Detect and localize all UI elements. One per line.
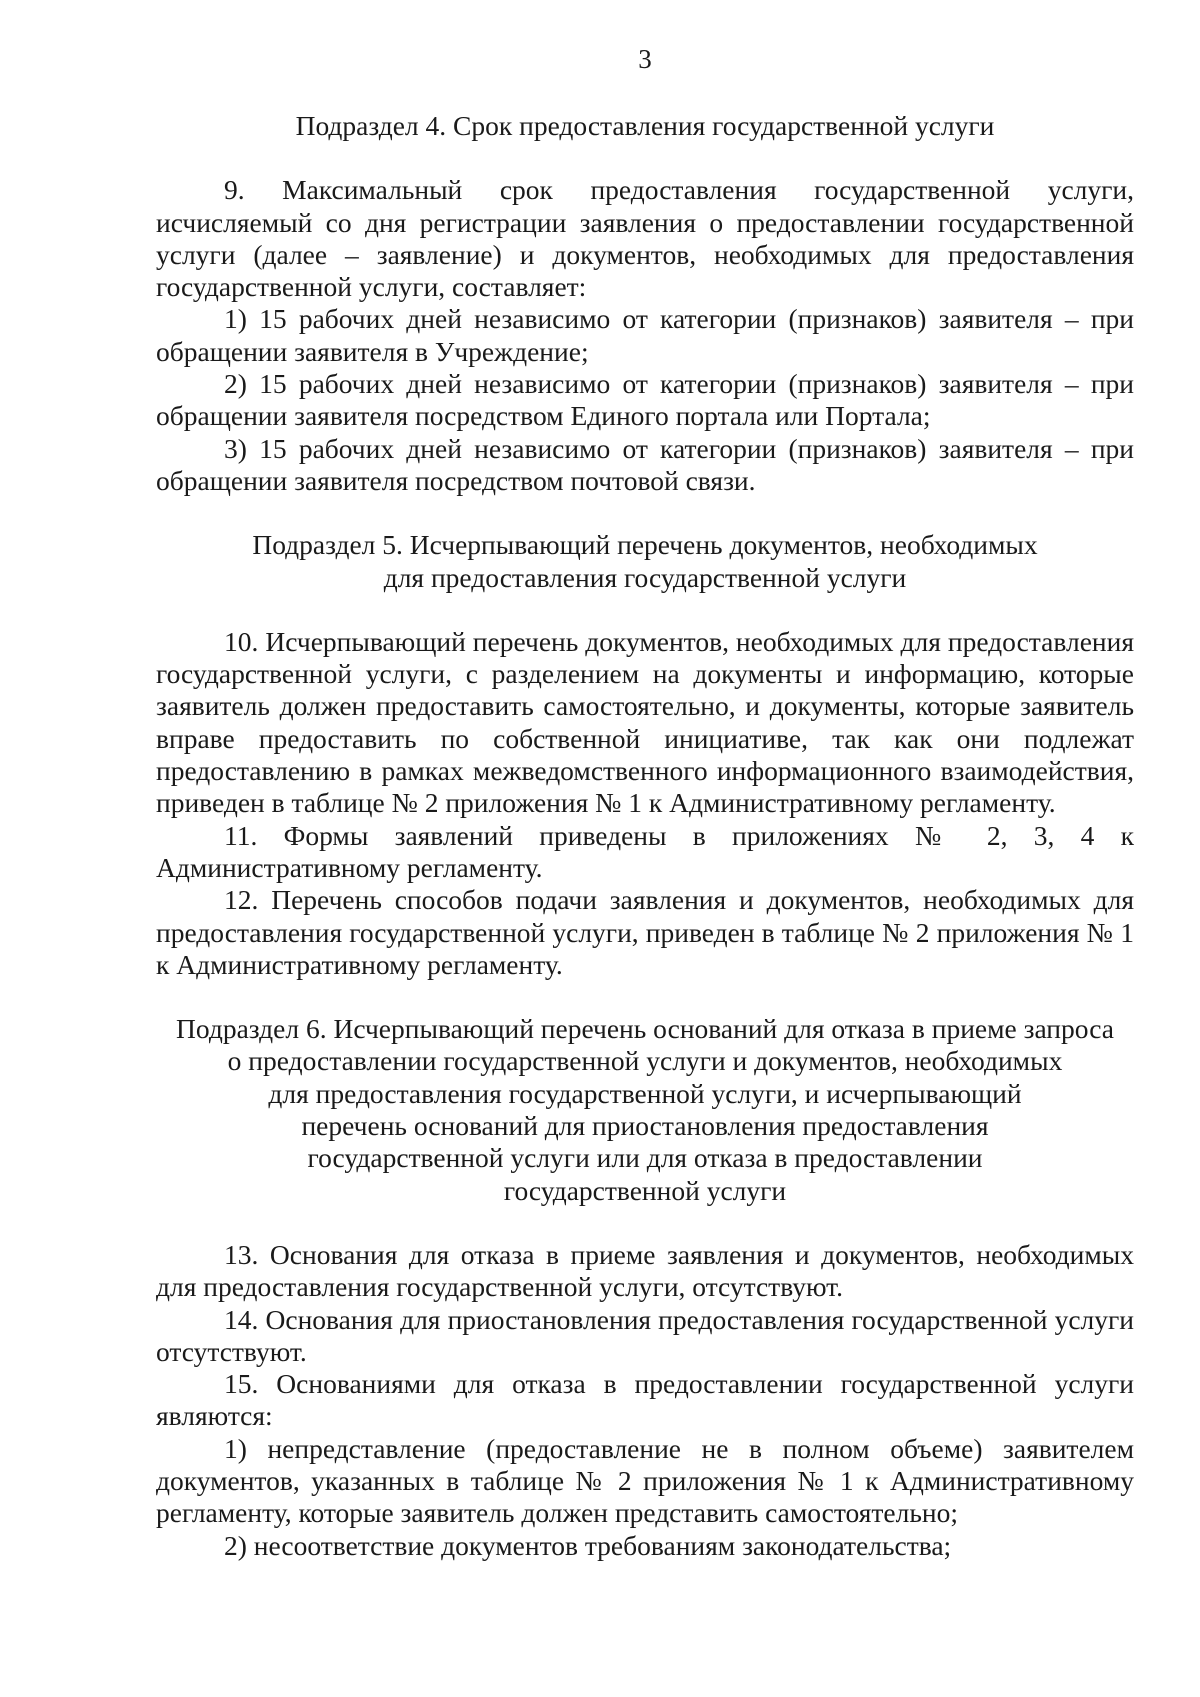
heading-line: о предоставлении государственной услуги и документов, необходимых [227,1045,1063,1077]
list-item: 3) 15 рабочих дней независимо от категории (признаков) заявителя – при обращении заявителя посредством почтовой связи. [156,432,1134,496]
paragraph: 14. Основания для приостановления предоставления государственной услуги отсутствуют. [156,1303,1134,1367]
heading-line: перечень оснований для приостановления предоставления [301,1110,989,1142]
list-item: 1) 15 рабочих дней независимо от категории (признаков) заявителя – при обращении заявителя в Учреждение; [156,303,1134,367]
list-item: 2) несоответствие документов требованиям законодательства; [224,1529,952,1561]
heading-line: для предоставления государственной услуги, и исчерпывающий [268,1077,1022,1109]
heading-line: Подраздел 4. Срок предоставления государственной услуги [295,110,995,141]
paragraph: 11. Формы заявлений приведены в приложениях № 2, 3, 4 к Административному регламенту. [156,819,1134,883]
heading-line: Подраздел 6. Исчерпывающий перечень оснований для отказа в приеме запроса [176,1013,1114,1045]
heading-line: государственной услуги [503,1174,787,1206]
paragraph: 9. Максимальный срок предоставления государственной услуги, исчисляемый со дня регистрации заявления о предоставлении государственной услуги (далее – заявление) и документов, необходимых для предоставления государственной услуги, составляет: [156,174,1134,303]
paragraph: 12. Перечень способов подачи заявления и документов, необходимых для предоставления государственной услуги, приведен в таблице № 2 приложения № 1 к Административному регламенту. [156,884,1134,980]
heading-line: государственной услуги или для отказа в предоставлении [307,1142,983,1174]
list-item: 2) 15 рабочих дней независимо от категории (признаков) заявителя – при обращении заявителя посредством Единого портала или Портала; [156,368,1134,432]
page-number: 3 [638,44,652,74]
subsection-5 [156,529,1134,981]
paragraph: 15. Основаниями для отказа в предоставлении государственной услуги являются: [156,1368,1134,1432]
heading-line: Подраздел 5. Исчерпывающий перечень документов, необходимых [252,529,1038,561]
heading-line: для предоставления государственной услуги [383,561,907,593]
list-item: 1) непредставление (предоставление не в полном объеме) заявителем документов, указанных в таблице № 2 приложения № 1 к Административному регламенту, которые заявитель должен представить самостоятельно; [156,1432,1134,1529]
subsection-heading [156,110,1134,142]
subsection-heading [156,529,1134,594]
document-body [156,110,1134,1562]
paragraph: 13. Основания для отказа в приеме заявления и документов, необходимых для предоставления государственной услуги, отсутствуют. [156,1238,1134,1303]
subsection-6 [156,1013,1134,1562]
subsection-4 [156,110,1134,497]
subsection-heading [156,1013,1134,1207]
paragraph: 10. Исчерпывающий перечень документов, необходимых для предоставления государственной услуги, с разделением на документы и информацию, которые заявитель должен предоставить самостоятельно, и документы, которые заявитель вправе предоставить по собственной инициативе, так как они подлежат предоставлению в рамках межведомственного информационного взаимодействия, приведен в таблице № 2 приложения № 1 к Административному регламенту. [156,625,1134,819]
